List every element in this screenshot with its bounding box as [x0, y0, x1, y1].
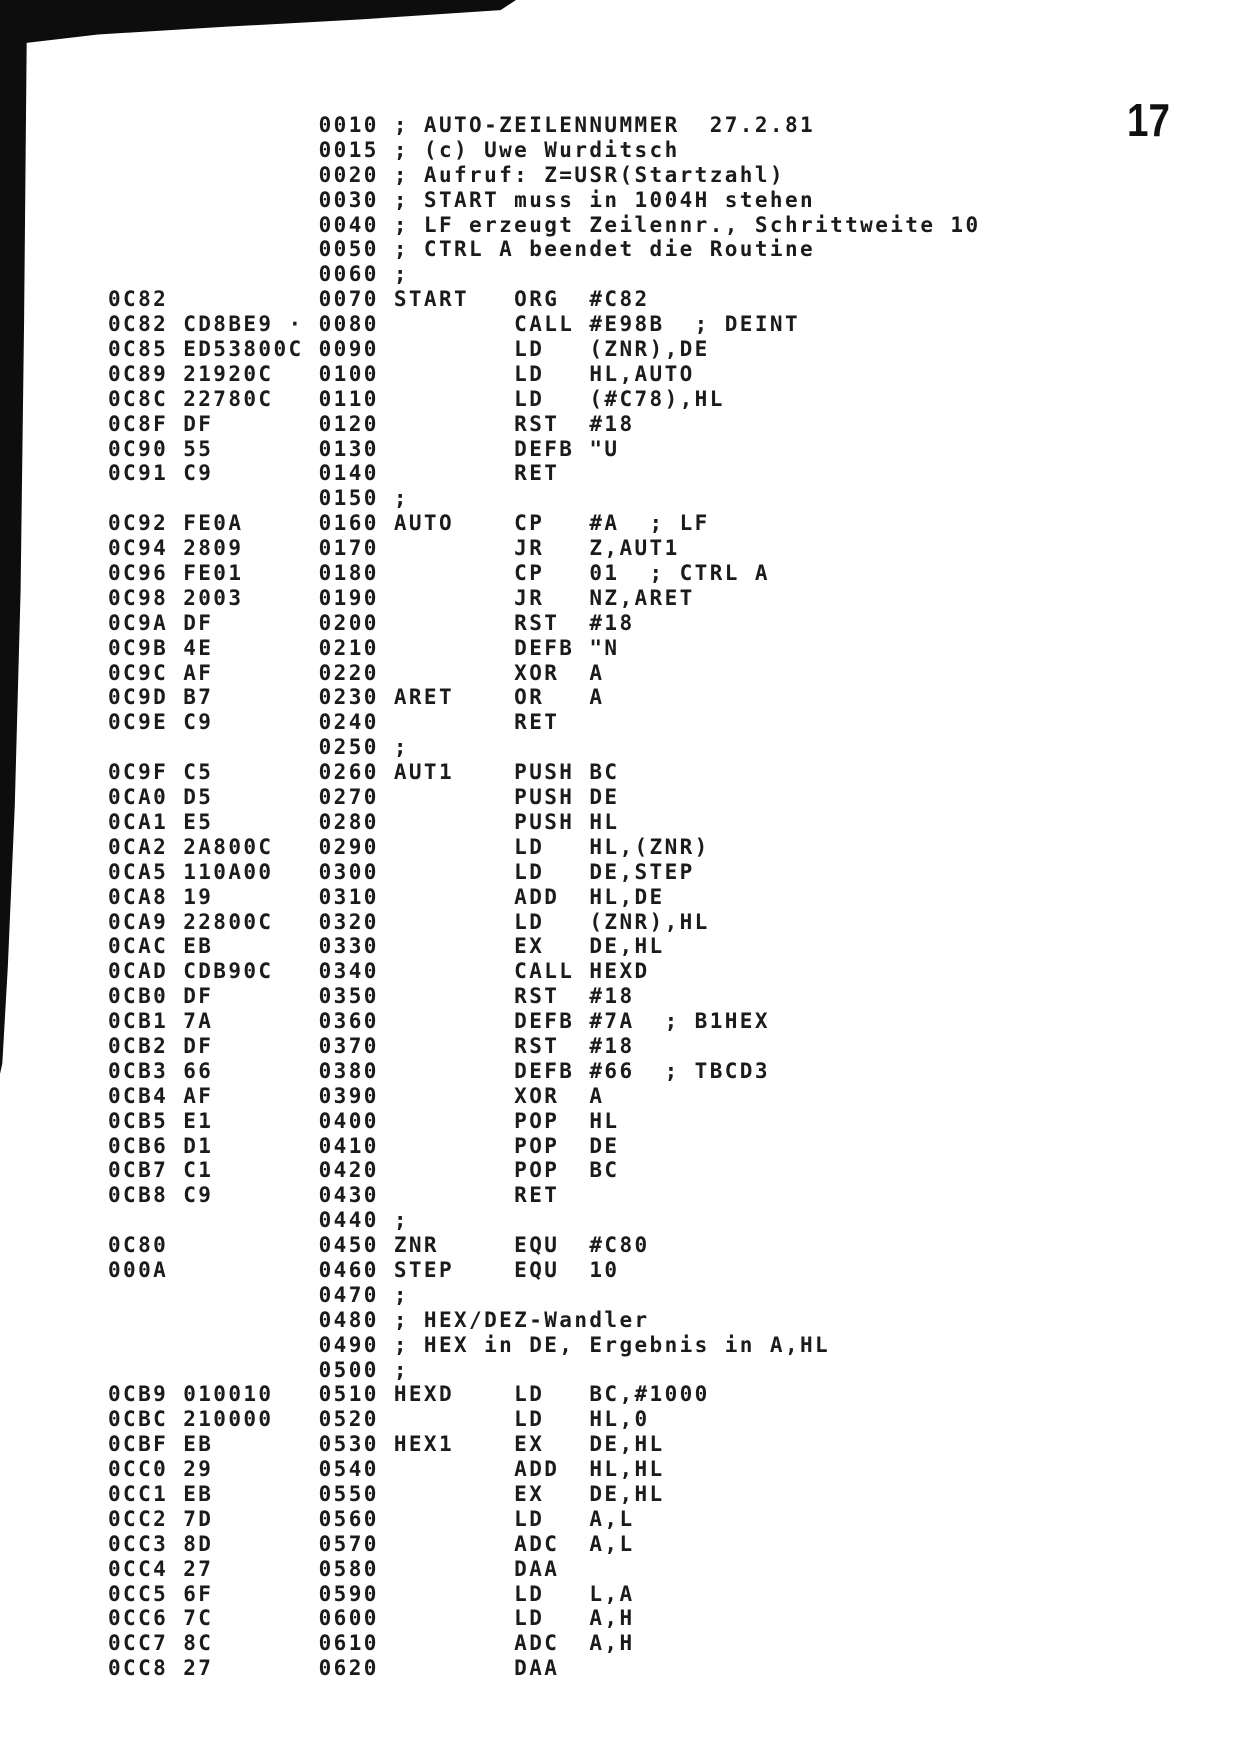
listing-line: 0CB4 AF 0390 XOR A — [108, 1083, 605, 1108]
listing-line: 0C9A DF 0200 RST #18 — [108, 610, 635, 635]
listing-line: 0C9D B7 0230 ARET OR A — [108, 685, 605, 710]
scan-shadow-left — [0, 0, 29, 1074]
listing-line: 0020 ; Aufruf: Z=USR(Startzahl) — [108, 162, 785, 187]
listing-line: 0015 ; (c) Uwe Wurditsch — [108, 137, 680, 162]
listing-line: 0CB2 DF 0370 RST #18 — [108, 1033, 635, 1058]
listing-line: 0C85 ED53800C 0090 LD (ZNR),DE — [108, 337, 710, 362]
listing-line: 0C80 0450 ZNR EQU #C80 — [108, 1233, 650, 1258]
listing-line: 0500 ; — [108, 1357, 409, 1382]
listing-line: 0470 ; — [108, 1282, 409, 1307]
listing-line: 0CBC 210000 0520 LD HL,0 — [108, 1407, 650, 1432]
listing-line: 0CA5 110A00 0300 LD DE,STEP — [108, 859, 695, 884]
listing-line: 0480 ; HEX/DEZ-Wandler — [108, 1307, 650, 1332]
listing-line: 000A 0460 STEP EQU 10 — [108, 1257, 620, 1282]
listing-line: 0490 ; HEX in DE, Ergebnis in A,HL — [108, 1332, 831, 1357]
listing-line: 0CA1 E5 0280 PUSH HL — [108, 809, 620, 834]
listing-line: 0C82 0070 START ORG #C82 — [108, 287, 650, 312]
listing-line: 0CC7 8C 0610 ADC A,H — [108, 1631, 635, 1656]
listing-line: 0C94 2809 0170 JR Z,AUT1 — [108, 536, 680, 561]
listing-line: 0CAD CDB90C 0340 CALL HEXD — [108, 959, 650, 984]
listing-line: 0CB7 C1 0420 POP BC — [108, 1158, 620, 1183]
listing-line: 0CA8 19 0310 ADD HL,DE — [108, 884, 665, 909]
listing-line: 0CAC EB 0330 EX DE,HL — [108, 934, 665, 959]
listing-line: 0C90 55 0130 DEFB "U — [108, 436, 620, 461]
listing-line: 0030 ; START muss in 1004H stehen — [108, 187, 816, 212]
listing-line: 0040 ; LF erzeugt Zeilennr., Schrittweite 10 — [108, 212, 981, 237]
listing-line: 0CA0 D5 0270 PUSH DE — [108, 785, 620, 810]
listing-line: 0C9E C9 0240 RET — [108, 710, 560, 735]
listing-line: 0C8F DF 0120 RST #18 — [108, 411, 635, 436]
listing-line: 0C9B 4E 0210 DEFB "N — [108, 635, 620, 660]
listing-line: 0CC3 8D 0570 ADC A,L — [108, 1531, 635, 1556]
listing-line: 0CB9 010010 0510 HEXD LD BC,#1000 — [108, 1382, 710, 1407]
listing-line: 0CC1 EB 0550 EX DE,HL — [108, 1481, 665, 1506]
listing-line: 0CB0 DF 0350 RST #18 — [108, 984, 635, 1009]
listing-line: 0CC6 7C 0600 LD A,H — [108, 1606, 635, 1631]
listing-line: 0CB8 C9 0430 RET — [108, 1183, 560, 1208]
listing-line: 0CA2 2A800C 0290 LD HL,(ZNR) — [108, 834, 710, 859]
listing-line: 0010 ; AUTO-ZEILENNUMMER 27.2.81 — [108, 113, 816, 137]
assembly-listing — [108, 113, 981, 1681]
listing-line: 0CBF EB 0530 HEX1 EX DE,HL — [108, 1432, 665, 1457]
listing-line: 0C98 2003 0190 JR NZ,ARET — [108, 585, 695, 610]
listing-line: 0CB3 66 0380 DEFB #66 ; TBCD3 — [108, 1058, 770, 1083]
listing-line: 0CB6 D1 0410 POP DE — [108, 1133, 620, 1158]
page-number: 17 — [1127, 94, 1170, 146]
listing-line: 0C8C 22780C 0110 LD (#C78),HL — [108, 386, 725, 411]
listing-line: 0C9C AF 0220 XOR A — [108, 660, 605, 685]
listing-line: 0C92 FE0A 0160 AUTO CP #A ; LF — [108, 511, 710, 536]
listing-line: 0CA9 22800C 0320 LD (ZNR),HL — [108, 909, 710, 934]
listing-line: 0CB1 7A 0360 DEFB #7A ; B1HEX — [108, 1009, 770, 1034]
listing-line: 0C9F C5 0260 AUT1 PUSH BC — [108, 760, 620, 785]
listing-line: 0CC2 7D 0560 LD A,L — [108, 1506, 635, 1531]
listing-line: 0C96 FE01 0180 CP 01 ; CTRL A — [108, 561, 770, 586]
listing-line: 0CC8 27 0620 DAA — [108, 1656, 560, 1681]
listing-line: 0C91 C9 0140 RET — [108, 461, 560, 486]
listing-line: 0C89 21920C 0100 LD HL,AUTO — [108, 361, 695, 386]
listing-line: 0060 ; — [108, 262, 409, 287]
listing-line: 0CB5 E1 0400 POP HL — [108, 1108, 620, 1133]
listing-line: 0150 ; — [108, 486, 409, 511]
listing-line: 0440 ; — [108, 1208, 409, 1233]
listing-line: 0CC4 27 0580 DAA — [108, 1556, 560, 1581]
listing-line: 0CC0 29 0540 ADD HL,HL — [108, 1457, 665, 1482]
listing-line: 0CC5 6F 0590 LD L,A — [108, 1581, 635, 1606]
listing-line: 0C82 CD8BE9 · 0080 CALL #E98B ; DEINT — [108, 312, 800, 337]
listing-line: 0250 ; — [108, 735, 409, 760]
scan-shadow-top — [0, 0, 516, 46]
listing-line: 0050 ; CTRL A beendet die Routine — [108, 237, 816, 262]
